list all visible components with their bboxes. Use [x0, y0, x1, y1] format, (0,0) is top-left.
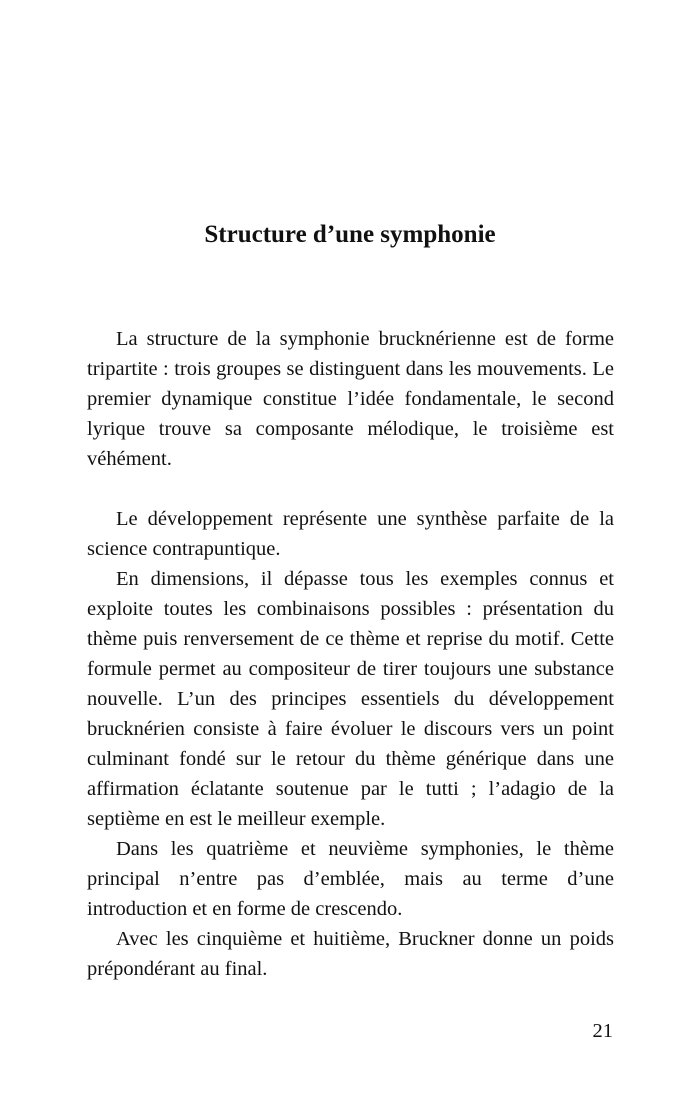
paragraph-dimensions: En dimensions, il dépasse tous les exemples connus et exploite toutes les combinaisons possibles : présentation du thème puis renversement de ce thème et reprise du motif. Cette formule permet au compositeur de tirer toujours une substance nouvelle. L’un des principes essentiels du développement brucknérien consiste à faire évoluer le discours vers un point culminant fondé sur le retour du thème générique dans une affirmation éclatante soutenue par le tutti ; l’adagio de la septième en est le meilleur exemple. [87, 568, 614, 830]
body-text [87, 324, 614, 984]
paragraph-structure: La structure de la symphonie brucknérienne est de forme tripartite : trois groupes se distinguent dans les mouvements. Le premier dynamique constitue l’idée fondamentale, le second lyrique trouve sa composante mélodique, le troisième est véhément. [87, 328, 614, 470]
paragraph-cinquieme-huitieme: Avec les cinquième et huitième, Bruckner donne un poids prépondérant au final. [87, 928, 614, 980]
paragraph-quatrieme-neuvieme: Dans les quatrième et neuvième symphonies, le thème principal n’entre pas d’emblée, mais au terme d’une introduction et en forme de crescendo. [87, 838, 614, 920]
paragraph-developpement: Le développement représente une synthèse parfaite de la science contrapuntique. [87, 508, 614, 560]
page-number: 21 [592, 1020, 613, 1042]
chapter-title: Structure d’une symphonie [204, 221, 496, 248]
